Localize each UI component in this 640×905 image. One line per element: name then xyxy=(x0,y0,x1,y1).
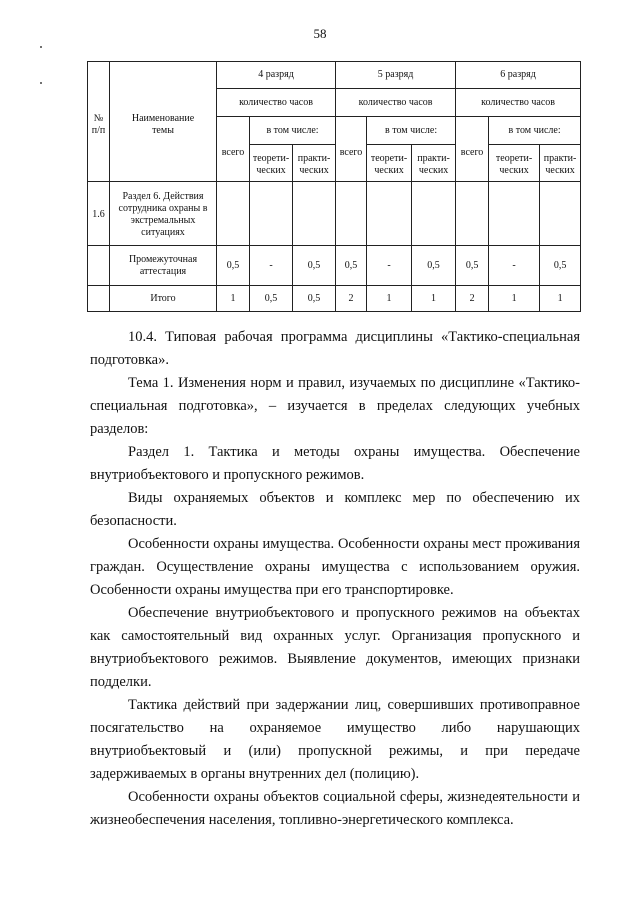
cell-value xyxy=(540,182,581,246)
paragraph: Тактика действий при задержании лиц, совершивших противоправное посягательство на охраняемое имущество либо нарушающих внутриобъектовый и (или) пропускной режимы, и при передаче задерживаемых в органы внутренних дел (полицию). xyxy=(90,697,580,782)
grade-4-theory: теорети-ческих xyxy=(250,145,293,182)
cell-value: 2 xyxy=(456,286,489,312)
cell-value xyxy=(293,182,336,246)
row-name: Итого xyxy=(110,286,217,312)
grade-4-label: 4 разряд xyxy=(217,62,336,89)
table-row xyxy=(88,182,581,246)
grade-5-total: всего xyxy=(336,117,367,182)
cell-value xyxy=(217,182,250,246)
cell-value xyxy=(336,182,367,246)
cell-value xyxy=(250,182,293,246)
grade-6-hours: количество часов xyxy=(456,89,581,117)
cell-value: 0,5 xyxy=(456,246,489,286)
page-number: 58 xyxy=(313,26,327,41)
grade-5-practice: практи-ческих xyxy=(412,145,456,182)
body-text xyxy=(90,326,580,832)
grade-6-label: 6 разряд xyxy=(456,62,581,89)
paragraph: Тема 1. Изменения норм и правил, изучаемых по дисциплине «Тактико-специальная подготовка», – изучается в пределах следующих учебных разделов: xyxy=(90,375,580,437)
grade-6-total: всего xyxy=(456,117,489,182)
hours-table xyxy=(87,61,581,312)
paragraph: Особенности охраны объектов социальной сферы, жизнедеятельности и жизнеобеспечения населения, топливно-энергетического комплекса. xyxy=(90,789,580,828)
grade-4-incl: в том числе: xyxy=(250,117,336,145)
paragraph: 10.4. Типовая рабочая программа дисциплины «Тактико-специальная подготовка». xyxy=(90,329,580,368)
table-row xyxy=(88,286,581,312)
header-name: Наименование темы xyxy=(110,62,217,182)
row-num: 1.6 xyxy=(88,182,110,246)
cell-value: 2 xyxy=(336,286,367,312)
paragraph: Особенности охраны имущества. Особенности охраны мест проживания граждан. Осуществление охраны имущества с использованием оружия. Особенности охраны имущества при его транспортировке. xyxy=(90,536,580,598)
cell-value xyxy=(367,182,412,246)
cell-value: 0,5 xyxy=(293,286,336,312)
cell-value: 0,5 xyxy=(293,246,336,286)
header-num: № п/п xyxy=(88,62,110,182)
grade-6-practice: практи-ческих xyxy=(540,145,581,182)
grade-6-incl: в том числе: xyxy=(489,117,581,145)
row-num xyxy=(88,286,110,312)
cell-value: 1 xyxy=(489,286,540,312)
cell-value: 0,5 xyxy=(336,246,367,286)
table-row xyxy=(88,246,581,286)
grade-4-hours: количество часов xyxy=(217,89,336,117)
cell-value: - xyxy=(367,246,412,286)
cell-value xyxy=(489,182,540,246)
cell-value: 1 xyxy=(367,286,412,312)
cell-value: 0,5 xyxy=(412,246,456,286)
grade-5-label: 5 разряд xyxy=(336,62,456,89)
grade-4-practice: практи-ческих xyxy=(293,145,336,182)
cell-value: 0,5 xyxy=(250,286,293,312)
scan-dot xyxy=(40,82,42,84)
cell-value: 0,5 xyxy=(217,246,250,286)
paragraph: Виды охраняемых объектов и комплекс мер по обеспечению их безопасности. xyxy=(90,490,580,529)
cell-value: - xyxy=(250,246,293,286)
cell-value: 1 xyxy=(217,286,250,312)
row-name: Промежуточная аттестация xyxy=(110,246,217,286)
cell-value: 1 xyxy=(412,286,456,312)
cell-value: 1 xyxy=(540,286,581,312)
cell-value: 0,5 xyxy=(540,246,581,286)
row-name: Раздел 6. Действия сотрудника охраны в экстремальных ситуациях xyxy=(110,182,217,246)
grade-4-total: всего xyxy=(217,117,250,182)
scan-dot xyxy=(40,46,42,48)
grade-5-hours: количество часов xyxy=(336,89,456,117)
grade-5-theory: теорети-ческих xyxy=(367,145,412,182)
grade-6-theory: теорети-ческих xyxy=(489,145,540,182)
paragraph: Раздел 1. Тактика и методы охраны имущества. Обеспечение внутриобъектового и пропускного режимов. xyxy=(90,444,580,483)
row-num xyxy=(88,246,110,286)
cell-value xyxy=(412,182,456,246)
cell-value xyxy=(456,182,489,246)
paragraph: Обеспечение внутриобъектового и пропускного режимов на объектах как самостоятельный вид охранных услуг. Организация пропускного и внутриобъектового режимов. Выявление документов, имеющих признаки подделки. xyxy=(90,605,580,690)
cell-value: - xyxy=(489,246,540,286)
grade-5-incl: в том числе: xyxy=(367,117,456,145)
